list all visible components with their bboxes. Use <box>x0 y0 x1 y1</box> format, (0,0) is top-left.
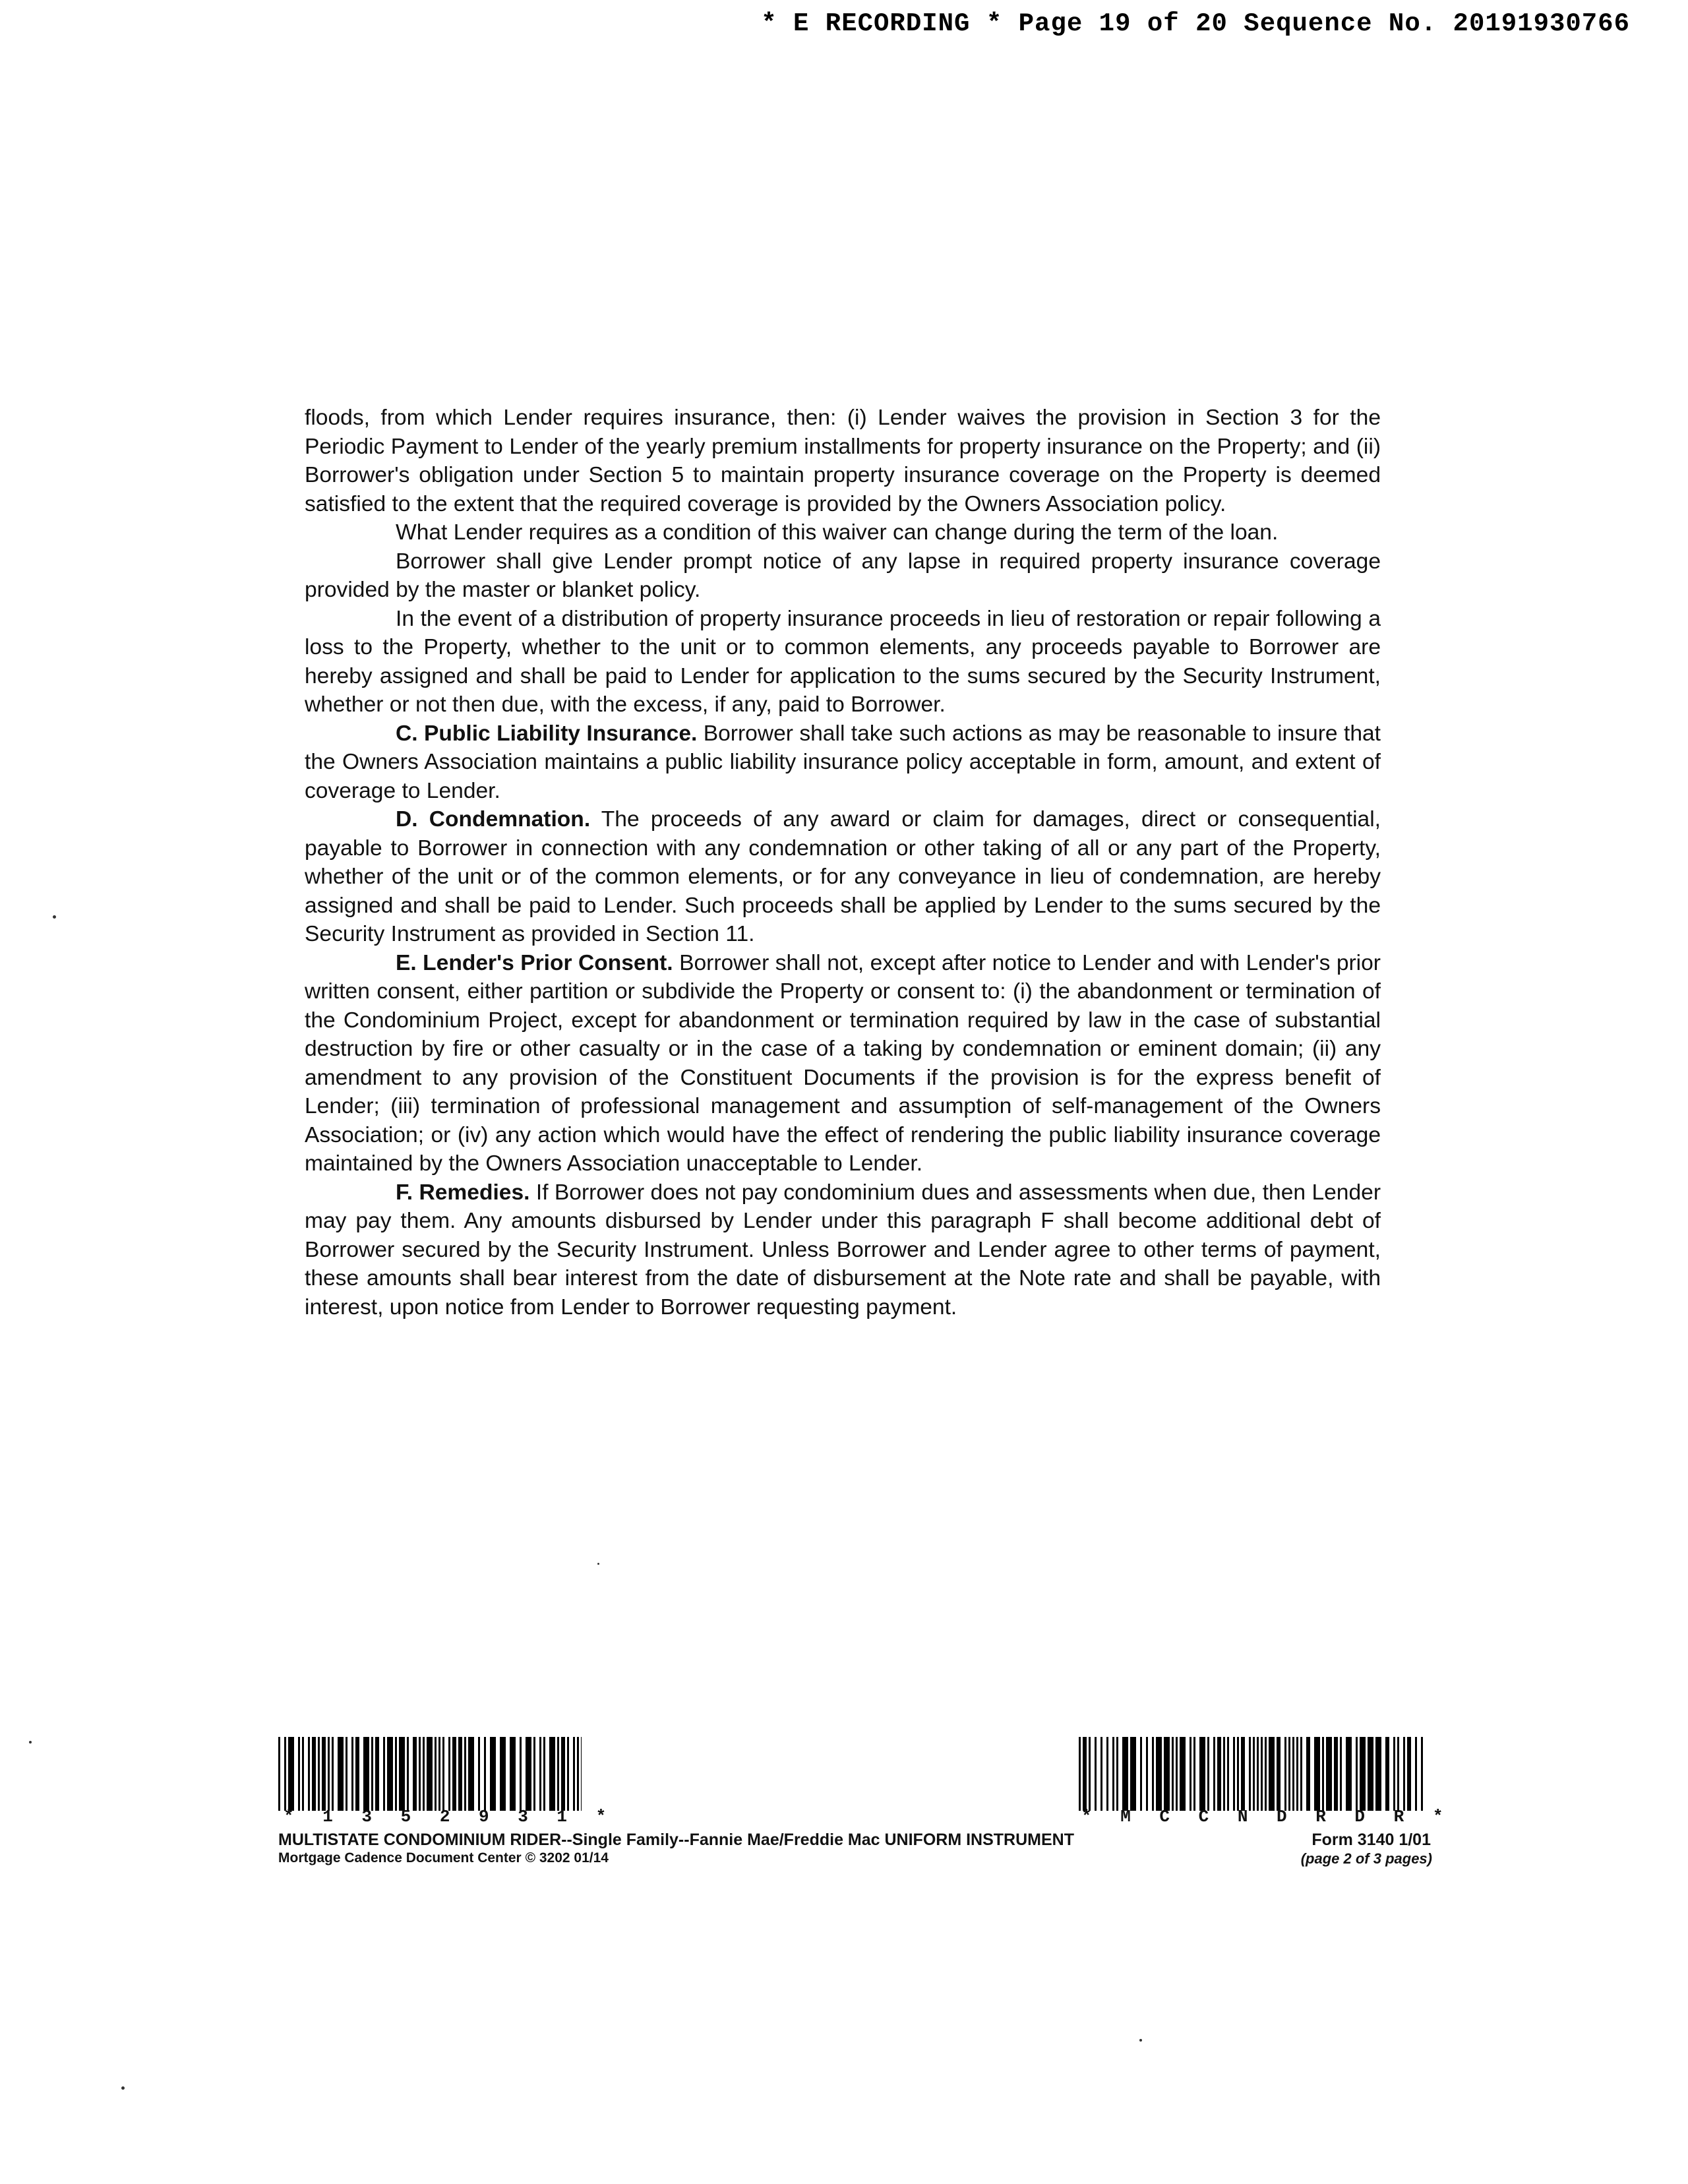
scan-speck <box>53 915 56 919</box>
footer-form-title: MULTISTATE CONDOMINIUM RIDER--Single Family--Fannie Mae/Freddie Mac UNIFORM INSTRUMENT <box>278 1831 1074 1849</box>
section-e <box>305 949 1381 1178</box>
barcode-bar <box>549 1737 555 1811</box>
barcode-bar <box>1375 1737 1381 1811</box>
barcode-bar <box>1269 1737 1275 1811</box>
section-d-text: The proceeds of any award or claim for damages, direct or consequential, payable to Borrower in connection with any condemnation or other taking of all or any part of the Property, whether of the unit or of the common elements, or for any conveyance in lieu of condemnation, are hereby assigned and shall be paid to Lender. Such proceeds shall be applied by Lender to the sums secured by the Security Instrument as provided in Section 11. <box>305 807 1381 946</box>
paragraph-distribution: In the event of a distribution of property insurance proceeds in lieu of restoration or repair following a loss to the Property, whether to the unit or to common elements, any proceeds payable to Borrower are hereby assigned and shall be paid to Lender for application to the sums secured by the Security Instrument, whether or not then due, with the excess, if any, paid to Borrower. <box>305 606 1381 717</box>
section-c <box>305 719 1381 806</box>
barcode-bar <box>1360 1737 1366 1811</box>
barcode-bar <box>1122 1737 1128 1811</box>
barcode-bar <box>510 1737 516 1811</box>
paragraph-waiver: What Lender requires as a condition of this waiver can change during the term of the loan. <box>396 520 1279 545</box>
rider-body <box>305 404 1381 1321</box>
recording-header: * E RECORDING * Page 19 of 20 Sequence No. 20191930766 <box>761 9 1630 38</box>
scan-speck <box>1139 2039 1142 2042</box>
footer-page-count: (page 2 of 3 pages) <box>1300 1850 1432 1867</box>
barcode-bar <box>526 1737 531 1811</box>
barcode-bar <box>490 1737 496 1811</box>
section-d-heading: D. Condemnation. <box>396 807 591 832</box>
barcode-bar <box>500 1737 506 1811</box>
barcode-bar <box>399 1737 405 1811</box>
barcode-bar <box>1346 1737 1352 1811</box>
barcode-bar <box>387 1737 393 1811</box>
barcode-bar <box>1164 1737 1170 1811</box>
scan-speck <box>29 1741 32 1744</box>
section-f-text: If Borrower does not pay condominium dues and assessments when due, then Lender may pay them. Any amounts disbursed by Lender under this paragraph F shall become additional debt of Borrower secured by the Security Instrument. Unless Borrower and Lender agree to other terms of payment, these amounts shall bear interest from the date of disbursement at the Note rate and shall be payable, with interest, upon notice from Lender to Borrower requesting payment. <box>305 1180 1381 1320</box>
barcode-bar <box>1156 1737 1162 1811</box>
section-f-heading: F. Remedies. <box>396 1180 530 1205</box>
barcode-right-image <box>1079 1737 1426 1811</box>
section-e-heading: E. Lender's Prior Consent. <box>396 950 673 975</box>
footer-publisher: Mortgage Cadence Document Center © 3202 01/14 <box>278 1850 609 1866</box>
barcode-left-caption: * 1 3 5 2 9 3 1 * <box>284 1807 616 1827</box>
barcode-bar <box>468 1737 474 1811</box>
paragraph-floods: floods, from which Lender requires insurance, then: (i) Lender waives the provision in Section 3 for the Periodic Payment to Lender of the yearly premium installments for property insurance on the Property; and (ii) Borrower's obligation under Section 5 to maintain property insurance coverage on the Property is deemed satisfied to the extent that the required coverage is provided by the Owners Association policy. <box>305 406 1381 516</box>
barcode-bar <box>1199 1737 1205 1811</box>
section-d <box>305 805 1381 949</box>
paragraph-lapse-notice: Borrower shall give Lender prompt notice of any lapse in required property insurance coverage provided by the master or blanket policy. <box>305 549 1381 602</box>
barcode-bar <box>1130 1737 1136 1811</box>
barcode-bar <box>1314 1737 1320 1811</box>
section-f <box>305 1178 1381 1322</box>
barcode-bar <box>581 1737 582 1811</box>
barcode-bar <box>1180 1737 1186 1811</box>
barcode-bar <box>363 1737 369 1811</box>
barcode-gap <box>1423 1737 1426 1811</box>
barcode-bar <box>288 1737 294 1811</box>
scan-speck <box>597 1563 599 1565</box>
section-c-text: Borrower shall take such actions as may be reasonable to insure that the Owners Association maintains a public liability insurance policy acceptable in form, amount, and extent of coverage to Lender. <box>305 721 1381 803</box>
barcode-bar <box>427 1737 433 1811</box>
section-c-heading: C. Public Liability Insurance. <box>396 721 698 746</box>
barcode-bar <box>338 1737 344 1811</box>
barcode-right-caption: * M C C N D R D R * <box>1081 1807 1453 1827</box>
barcode-left-image <box>278 1737 582 1811</box>
scan-speck <box>121 2086 125 2090</box>
section-e-text: Borrower shall not, except after notice to Lender and with Lender's prior written consent, either partition or subdivide the Property or consent to: (i) the abandonment or termination of the Condominium Project, except for abandonment or termination required by law in the case of substantial destruction by fire or other casualty or in the case of a taking by condemnation or eminent domain; (ii) any amendment to any provision of the Constituent Documents if the provision is for the express benefit of Lender; (iii) termination of professional management and assumption of self-management of the Owners Association; or (iv) any action which would have the effect of rendering the public liability insurance coverage maintained by the Owners Association unacceptable to Lender. <box>305 950 1381 1176</box>
barcode-bar <box>1326 1737 1332 1811</box>
footer-form-number: Form 3140 1/01 <box>1311 1831 1431 1849</box>
barcode-bar <box>1368 1737 1373 1811</box>
